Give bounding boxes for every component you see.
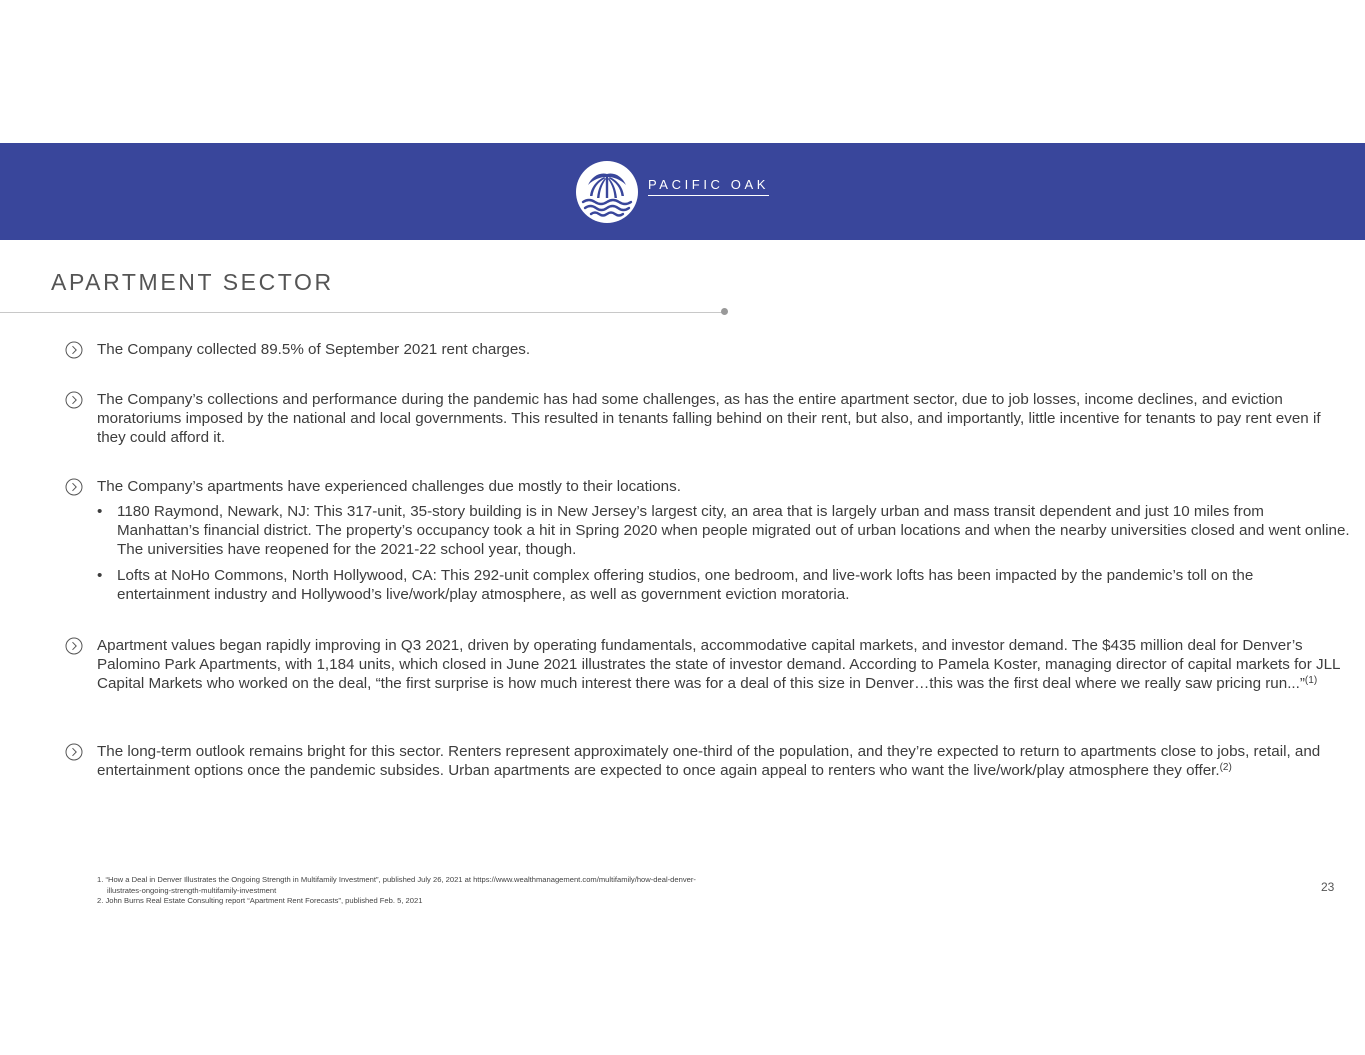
sub-bullet-text: Lofts at NoHo Commons, North Hollywood, CA: This 292-unit complex offering studios, one bedroom, and live-work lofts has been impacted by the pandemic’s toll on the entertainment industry and Hollywood’s live/work/play atmosphere, as well as government eviction moratoria. <box>117 567 1254 603</box>
sub-bullet-item <box>97 566 1350 604</box>
bullet-text-body: The long-term outlook remains bright for this sector. Renters represent approximately one-third of the population, and they’re expected to return to apartments close to jobs, retail, and entertainment options once the pandemic subsides. Urban apartments are expected to once again appeal to renters who want the live/work/play atmosphere they offer. <box>97 743 1321 779</box>
bullet-item <box>65 390 1350 447</box>
chevron-right-circle-icon <box>65 743 83 761</box>
footnote-ref: (1) <box>1304 675 1318 686</box>
bullet-text-body: Apartment values began rapidly improving in Q3 2021, driven by operating fundamentals, accommodative capital markets, and investor demand. The $435 million deal for Denver’s Palomino Park Apartments, with 1,184 units, which closed in June 2021 illustrates the state of investor demand. According to Pamela Koster, managing director of capital markets for JLL Capital Markets who worked on the deal, “the first surprise is how much interest there was for a deal of this size in Denver…this was the first deal where we really saw pricing run...” <box>97 637 1340 692</box>
bullet-text: The Company collected 89.5% of September 2021 rent charges. <box>97 341 531 358</box>
page-number: 23 <box>1321 880 1335 894</box>
bullet-text <box>97 742 1350 780</box>
chevron-right-circle-icon <box>65 478 83 496</box>
bullet-text: The Company’s apartments have experienced challenges due mostly to their locations. <box>97 478 681 495</box>
title-divider <box>0 312 723 313</box>
footnote-1: 1. “How a Deal in Denver Illustrates the Ongoing Strength in Multifamily Investment”, published July 26, 2021 at https://www.wealthmanagement.com/multifamily/how-deal-denver- <box>97 875 696 884</box>
chevron-right-circle-icon <box>65 637 83 655</box>
bullet-text <box>97 636 1350 693</box>
footnotes <box>97 875 787 907</box>
bullet-text: The Company’s collections and performance during the pandemic has had some challenges, as has the entire apartment sector, due to job losses, income declines, and eviction moratoriums imposed by the national and local governments. This resulted in tenants falling behind on their rent, but also, and importantly, little incentive for tenants to pay rent even if they could afford it. <box>97 391 1321 446</box>
bullet-item <box>65 477 1350 611</box>
bullet-dot: • <box>97 567 103 584</box>
footnote-1-continued: illustrates-ongoing-strength-multifamily-investment <box>107 885 277 895</box>
bullet-dot: • <box>97 503 103 520</box>
bullet-item <box>65 636 1350 693</box>
bullet-item <box>65 742 1350 780</box>
sub-bullet-list <box>97 502 1350 604</box>
footnote-ref: (2) <box>1219 762 1232 773</box>
bullet-item <box>65 340 1350 359</box>
footnote-2: 2. John Burns Real Estate Consulting report “Apartment Rent Forecasts”, published Feb. 5, 2021 <box>97 896 423 905</box>
divider-dot <box>721 308 728 315</box>
pacific-oak-logo <box>575 160 639 224</box>
chevron-right-circle-icon <box>65 391 83 409</box>
chevron-right-circle-icon <box>65 341 83 359</box>
page-title: APARTMENT SECTOR <box>51 269 334 295</box>
sub-bullet-text: 1180 Raymond, Newark, NJ: This 317-unit, 35-story building is in New Jersey’s largest city, an area that is largely urban and mass transit dependent and just 10 miles from Manhattan’s financial district. The property’s occupancy took a hit in Spring 2020 when people migrated out of urban locations and when the nearby universities closed and went online. The universities have reopened for the 2021-22 school year, though. <box>117 503 1350 558</box>
brand-name: PACIFIC OAK <box>648 177 769 196</box>
sub-bullet-item <box>97 502 1350 559</box>
